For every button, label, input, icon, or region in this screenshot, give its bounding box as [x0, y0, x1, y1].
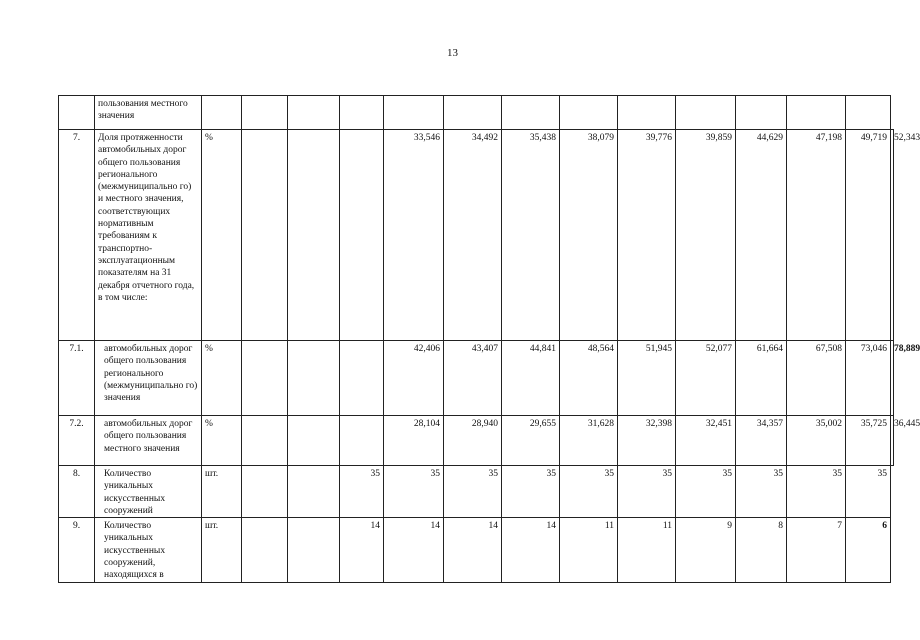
- value-cell: [560, 96, 618, 130]
- indicator-name: Доля протяженности автомобильных дорог общего пользования регионального (межмуниципально го) и местного значения, соответствующих нормативным требованиям к транспортно-эксплуатационным показателям на 31 декабря отчетного года, в том числе:: [95, 130, 202, 341]
- value-cell: [288, 518, 340, 582]
- value-cell: 44,841: [502, 341, 560, 416]
- value-cell: 35,002: [787, 416, 846, 466]
- value-cell: 32,398: [618, 416, 676, 466]
- row-number: 9.: [59, 518, 95, 582]
- value-cell: 48,564: [560, 341, 618, 416]
- value-cell: 61,664: [736, 341, 787, 416]
- value-cell: 51,945: [618, 341, 676, 416]
- value-cell: 44,629: [736, 130, 787, 341]
- value-cell: 43,407: [444, 341, 502, 416]
- unit: [202, 96, 242, 130]
- value-cell: 35: [502, 466, 560, 518]
- indicator-name-cell: [95, 341, 202, 416]
- indicator-name: автомобильных дорог общего пользования регионального (межмуниципально го) значения: [104, 344, 198, 404]
- value-cell: 11: [560, 518, 618, 582]
- indicator-name-cell: [95, 466, 202, 518]
- value-cell: 34,492: [444, 130, 502, 341]
- value-cell: [288, 341, 340, 416]
- row-number: 7.2.: [59, 416, 95, 466]
- value-cell: 6: [846, 518, 891, 582]
- value-cell: 7: [787, 518, 846, 582]
- table-row: [59, 466, 894, 518]
- value-cell: 35: [560, 466, 618, 518]
- value-cell: 14: [340, 518, 384, 582]
- value-cell: [444, 96, 502, 130]
- value-cell: [787, 96, 846, 130]
- indicator-name-cell: [95, 518, 202, 582]
- row-number: 7.1.: [59, 341, 95, 416]
- row-number: 8.: [59, 466, 95, 518]
- value-cell: [288, 416, 340, 466]
- value-cell: [242, 130, 288, 341]
- value-cell: 32,451: [676, 416, 736, 466]
- row-number: 7.: [59, 130, 95, 341]
- value-cell: [618, 96, 676, 130]
- unit: шт.: [202, 466, 242, 518]
- value-cell: 39,776: [618, 130, 676, 341]
- value-cell: 11: [618, 518, 676, 582]
- table-row: [59, 96, 894, 130]
- unit: %: [202, 341, 242, 416]
- value-cell: [288, 96, 340, 130]
- value-cell: 14: [444, 518, 502, 582]
- value-cell: 67,508: [787, 341, 846, 416]
- value-cell: 29,655: [502, 416, 560, 466]
- unit: %: [202, 130, 242, 341]
- value-cell: 38,079: [560, 130, 618, 341]
- value-cell: 35: [736, 466, 787, 518]
- value-cell: 49,719: [846, 130, 891, 341]
- value-cell: 35: [676, 466, 736, 518]
- table-row: [59, 130, 894, 341]
- value-cell: [242, 96, 288, 130]
- value-cell: 31,628: [560, 416, 618, 466]
- indicator-name: пользования местного значения: [95, 96, 202, 130]
- value-cell: [340, 341, 384, 416]
- indicator-name-cell: [95, 416, 202, 466]
- unit: шт.: [202, 518, 242, 582]
- page-number: 13: [447, 47, 458, 59]
- value-cell: 35: [787, 466, 846, 518]
- value-cell: 35: [384, 466, 444, 518]
- value-cell: 35: [444, 466, 502, 518]
- value-cell: 28,104: [384, 416, 444, 466]
- unit: %: [202, 416, 242, 466]
- value-cell: 36,445: [891, 416, 894, 466]
- indicator-name: Количество уникальных искусственных сооружений, находящихся в: [104, 521, 166, 581]
- value-cell: [288, 466, 340, 518]
- value-cell: 34,357: [736, 416, 787, 466]
- value-cell: 8: [736, 518, 787, 582]
- value-cell: [288, 130, 340, 341]
- value-cell: [340, 130, 384, 341]
- value-cell: 73,046: [846, 341, 891, 416]
- value-cell: 47,198: [787, 130, 846, 341]
- value-cell: [676, 96, 736, 130]
- value-cell: 78,889: [891, 341, 894, 416]
- value-cell: 14: [502, 518, 560, 582]
- value-cell: [384, 96, 444, 130]
- value-cell: 35: [340, 466, 384, 518]
- value-cell: 35,725: [846, 416, 891, 466]
- indicator-name: автомобильных дорог общего пользования местного значения: [104, 419, 193, 454]
- value-cell: 28,940: [444, 416, 502, 466]
- table-row: [59, 416, 894, 466]
- table-row: [59, 341, 894, 416]
- value-cell: 33,546: [384, 130, 444, 341]
- value-cell: [242, 466, 288, 518]
- value-cell: 52,077: [676, 341, 736, 416]
- indicators-table: [58, 95, 920, 583]
- value-cell: 42,406: [384, 341, 444, 416]
- value-cell: [242, 341, 288, 416]
- value-cell: 35,438: [502, 130, 560, 341]
- value-cell: [242, 416, 288, 466]
- value-cell: [736, 96, 787, 130]
- value-cell: [846, 96, 891, 130]
- value-cell: 35: [846, 466, 891, 518]
- value-cell: 39,859: [676, 130, 736, 341]
- value-cell: 9: [676, 518, 736, 582]
- value-cell: [340, 96, 384, 130]
- value-cell: 35: [618, 466, 676, 518]
- value-cell: 14: [384, 518, 444, 582]
- value-cell: [242, 518, 288, 582]
- value-cell: 52,343: [891, 130, 894, 341]
- row-number: [59, 96, 95, 130]
- value-cell: [502, 96, 560, 130]
- value-cell: [340, 416, 384, 466]
- table-row: [59, 518, 894, 582]
- indicator-name: Количество уникальных искусственных сооружений: [104, 469, 166, 516]
